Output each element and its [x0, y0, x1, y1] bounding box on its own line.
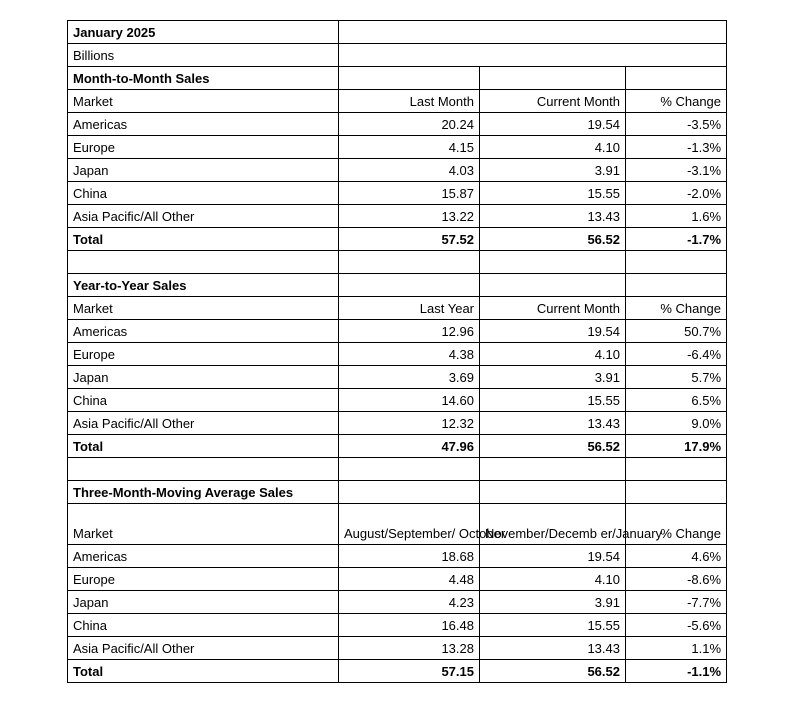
market-cell: Europe [68, 568, 339, 591]
section-title: Year-to-Year Sales [68, 274, 339, 297]
empty-cell [339, 21, 727, 44]
value-cell: 13.43 [480, 205, 626, 228]
table-row [68, 182, 727, 205]
market-cell: Americas [68, 113, 339, 136]
value-cell: 13.28 [339, 637, 480, 660]
report-title: January 2025 [68, 21, 339, 44]
market-cell: Asia Pacific/All Other [68, 412, 339, 435]
spacer-row [68, 251, 727, 274]
market-cell: Europe [68, 343, 339, 366]
total-label: Total [68, 228, 339, 251]
value-cell: 4.10 [480, 568, 626, 591]
change-cell: 1.6% [626, 205, 727, 228]
empty-cell [339, 274, 480, 297]
value-cell: 16.48 [339, 614, 480, 637]
value-cell: 20.24 [339, 113, 480, 136]
empty-cell [68, 458, 339, 481]
column-header: Market [68, 504, 339, 545]
empty-cell [626, 274, 727, 297]
value-cell: 4.10 [480, 136, 626, 159]
column-header: November/Decemb er/January [480, 504, 626, 545]
value-cell: 12.32 [339, 412, 480, 435]
change-cell: 1.1% [626, 637, 727, 660]
empty-cell [626, 481, 727, 504]
value-cell: 4.15 [339, 136, 480, 159]
value-cell: 15.55 [480, 614, 626, 637]
value-cell: 4.48 [339, 568, 480, 591]
value-cell: 15.55 [480, 182, 626, 205]
section-title-row [68, 274, 727, 297]
column-header: Current Month [480, 297, 626, 320]
value-cell: 19.54 [480, 113, 626, 136]
change-cell: -1.3% [626, 136, 727, 159]
change-cell: -2.0% [626, 182, 727, 205]
value-cell: 19.54 [480, 545, 626, 568]
table-row [68, 205, 727, 228]
change-cell: -5.6% [626, 614, 727, 637]
value-cell: 4.10 [480, 343, 626, 366]
total-value: 56.52 [480, 228, 626, 251]
value-cell: 3.91 [480, 159, 626, 182]
total-value: 56.52 [480, 660, 626, 683]
empty-cell [626, 251, 727, 274]
spacer-row [68, 458, 727, 481]
column-header-row [68, 297, 727, 320]
change-cell: -6.4% [626, 343, 727, 366]
value-cell: 13.22 [339, 205, 480, 228]
section-title-row [68, 67, 727, 90]
sales-table [67, 20, 727, 683]
change-cell: -3.1% [626, 159, 727, 182]
market-cell: Japan [68, 591, 339, 614]
total-value: 47.96 [339, 435, 480, 458]
table-row [68, 159, 727, 182]
table-row [68, 366, 727, 389]
table-row [68, 614, 727, 637]
empty-cell [339, 481, 480, 504]
market-cell: Americas [68, 545, 339, 568]
value-cell: 13.43 [480, 412, 626, 435]
section-title-row [68, 481, 727, 504]
total-label: Total [68, 660, 339, 683]
value-cell: 15.55 [480, 389, 626, 412]
column-header: Last Month [339, 90, 480, 113]
value-cell: 3.91 [480, 366, 626, 389]
market-cell: Asia Pacific/All Other [68, 205, 339, 228]
value-cell: 15.87 [339, 182, 480, 205]
change-cell: 4.6% [626, 545, 727, 568]
value-cell: 12.96 [339, 320, 480, 343]
section-title: Three-Month-Moving Average Sales [68, 481, 339, 504]
table-row [68, 412, 727, 435]
change-cell: 5.7% [626, 366, 727, 389]
value-cell: 18.68 [339, 545, 480, 568]
column-header: % Change [626, 90, 727, 113]
total-change: -1.7% [626, 228, 727, 251]
change-cell: -7.7% [626, 591, 727, 614]
total-change: -1.1% [626, 660, 727, 683]
total-value: 56.52 [480, 435, 626, 458]
table-row [68, 591, 727, 614]
change-cell: 6.5% [626, 389, 727, 412]
unit-row [68, 44, 727, 67]
change-cell: -8.6% [626, 568, 727, 591]
market-cell: Japan [68, 159, 339, 182]
column-header: Market [68, 90, 339, 113]
empty-cell [626, 458, 727, 481]
table-row [68, 545, 727, 568]
empty-cell [480, 458, 626, 481]
report-title-row [68, 21, 727, 44]
total-label: Total [68, 435, 339, 458]
empty-cell [626, 67, 727, 90]
empty-cell [339, 251, 480, 274]
empty-cell [480, 67, 626, 90]
value-cell: 3.69 [339, 366, 480, 389]
value-cell: 14.60 [339, 389, 480, 412]
column-header: Market [68, 297, 339, 320]
empty-cell [339, 458, 480, 481]
table-row [68, 320, 727, 343]
total-row [68, 435, 727, 458]
total-change: 17.9% [626, 435, 727, 458]
table-row [68, 637, 727, 660]
column-header-row [68, 504, 727, 545]
market-cell: Asia Pacific/All Other [68, 637, 339, 660]
empty-cell [68, 251, 339, 274]
empty-cell [480, 481, 626, 504]
empty-cell [339, 44, 727, 67]
total-row [68, 660, 727, 683]
market-cell: China [68, 614, 339, 637]
value-cell: 19.54 [480, 320, 626, 343]
change-cell: 9.0% [626, 412, 727, 435]
total-value: 57.15 [339, 660, 480, 683]
table-row [68, 136, 727, 159]
value-cell: 13.43 [480, 637, 626, 660]
market-cell: Europe [68, 136, 339, 159]
column-header: Last Year [339, 297, 480, 320]
empty-cell [480, 251, 626, 274]
empty-cell [339, 67, 480, 90]
change-cell: -3.5% [626, 113, 727, 136]
value-cell: 4.03 [339, 159, 480, 182]
market-cell: China [68, 389, 339, 412]
total-row [68, 228, 727, 251]
value-cell: 4.38 [339, 343, 480, 366]
value-cell: 4.23 [339, 591, 480, 614]
unit-label: Billions [68, 44, 339, 67]
column-header: August/September/ October [339, 504, 480, 545]
section-title: Month-to-Month Sales [68, 67, 339, 90]
column-header-row [68, 90, 727, 113]
empty-cell [480, 274, 626, 297]
table-row [68, 343, 727, 366]
column-header: % Change [626, 297, 727, 320]
market-cell: Japan [68, 366, 339, 389]
table-row [68, 389, 727, 412]
column-header: % Change [626, 504, 727, 545]
value-cell: 3.91 [480, 591, 626, 614]
change-cell: 50.7% [626, 320, 727, 343]
table-row [68, 113, 727, 136]
column-header: Current Month [480, 90, 626, 113]
market-cell: China [68, 182, 339, 205]
total-value: 57.52 [339, 228, 480, 251]
table-row [68, 568, 727, 591]
market-cell: Americas [68, 320, 339, 343]
